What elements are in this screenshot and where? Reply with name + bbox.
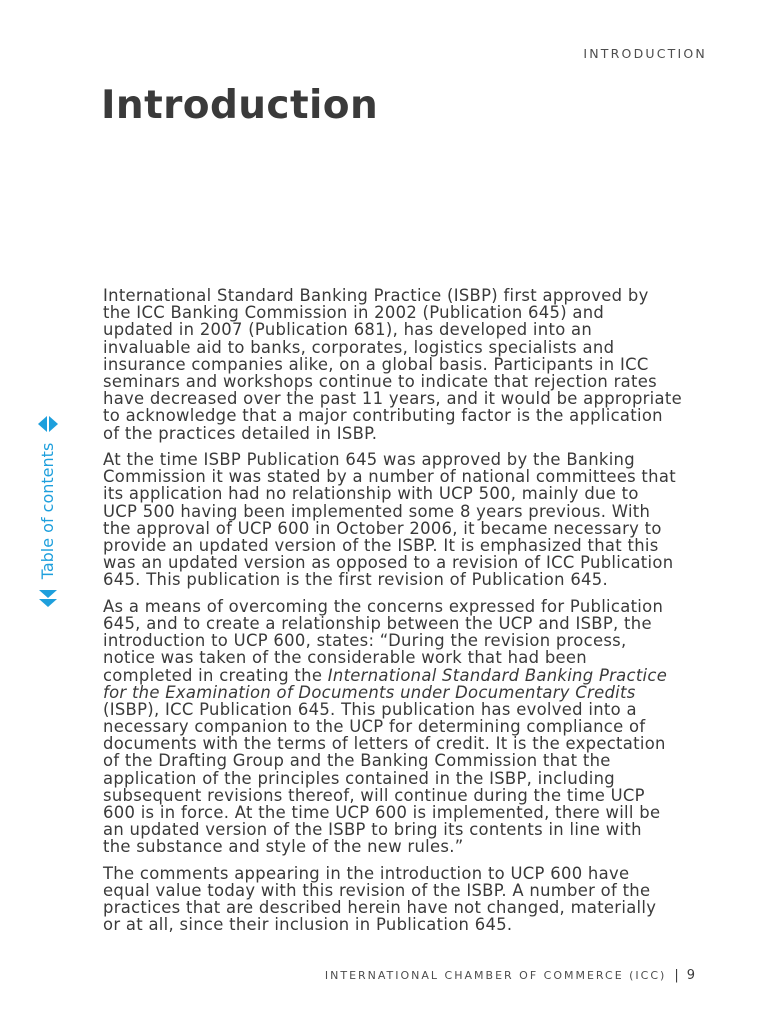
text-segment: completed in creating the [103, 665, 328, 685]
text-line: was an updated version as opposed to a revision of ICC Publication [103, 553, 674, 573]
text-line: insurance companies alike, on a global basis. Participants in ICC [103, 354, 649, 374]
footer-separator: | [674, 968, 679, 983]
text-line: International Standard Banking Practice (ISBP) first approved by [103, 286, 649, 305]
text-line: 600 is in force. At the time UCP 600 is implemented, there will be [103, 803, 661, 823]
toc-nav [30, 405, 66, 615]
italic-title-text: International Standard Banking Practice [327, 665, 668, 685]
paragraph [103, 865, 723, 934]
running-header: INTRODUCTION [583, 46, 707, 61]
text-line: introduction to UCP 600, states: “During the revision process, [103, 631, 627, 651]
text-line: application of the principles contained in the ISBP, including [103, 768, 616, 788]
text-line: Commission it was stated by a number of national committees that [103, 467, 676, 487]
body-text [103, 287, 723, 943]
text-line [103, 684, 723, 701]
text-line: necessary companion to the UCP for determining compliance of [103, 717, 646, 737]
text-line: subsequent revisions thereof, will continue during the time UCP [103, 785, 645, 805]
text-line: seminars and workshops continue to indicate that rejection rates [103, 371, 657, 391]
text-line: provide an updated version of the ISBP. It is emphasized that this [103, 535, 659, 555]
paragraph [103, 451, 723, 589]
text-line: 645, and to create a relationship between the UCP and ISBP, the [103, 613, 652, 633]
text-line: The comments appearing in the introduction to UCP 600 have [103, 863, 630, 883]
text-line: of the Drafting Group and the Banking Commission that the [103, 751, 611, 771]
text-line: the ICC Banking Commission in 2002 (Publication 645) and [103, 303, 605, 323]
text-line: have decreased over the past 11 years, and it would be appropriate [103, 389, 682, 409]
text-line: At the time ISBP Publication 645 was approved by the Banking [103, 449, 635, 469]
text-line [103, 667, 723, 684]
table-of-contents-link[interactable]: Table of contents [38, 442, 57, 580]
text-line: notice was taken of the considerable work that had been [103, 648, 588, 668]
paragraph [103, 598, 723, 856]
text-line: to acknowledge that a major contributing factor is the application [103, 406, 663, 426]
text-line: or at all, since their inclusion in Publication 645. [103, 915, 513, 935]
text-line: the approval of UCP 600 in October 2006, it became necessary to [103, 518, 662, 538]
text-line: the substance and style of the new rules.” [103, 837, 464, 857]
text-line: practices that are described herein have not changed, materially [103, 898, 657, 918]
text-line: invaluable aid to banks, corporates, logistics specialists and [103, 337, 615, 357]
text-line: of the practices detailed in ISBP. [103, 423, 378, 443]
text-line: equal value today with this revision of the ISBP. A number of the [103, 881, 651, 901]
page-title: Introduction [101, 83, 379, 128]
text-line: its application had no relationship with UCP 500, mainly due to [103, 484, 639, 504]
italic-title-text: for the Examination of Documents under Documentary Credits [103, 682, 636, 702]
paragraph [103, 287, 723, 442]
footer-publisher: INTERNATIONAL CHAMBER OF COMMERCE (ICC) [324, 969, 667, 982]
page-number: 9 [686, 968, 695, 983]
text-line: (ISBP), ICC Publication 645. This publication has evolved into a [103, 699, 637, 719]
text-line: documents with the terms of letters of credit. It is the expectation [103, 734, 666, 754]
text-line: an updated version of the ISBP to bring its contents in line with [103, 820, 642, 840]
text-line: updated in 2007 (Publication 681), has developed into an [103, 320, 593, 340]
text-line: As a means of overcoming the concerns expressed for Publication [103, 596, 664, 616]
left-right-arrows-icon[interactable] [38, 415, 58, 433]
double-down-arrow-icon[interactable] [38, 590, 58, 608]
footer [325, 969, 695, 983]
text-line: 645. This publication is the first revision of Publication 645. [103, 570, 609, 590]
text-line: UCP 500 having been implemented some 8 years previous. With [103, 501, 651, 521]
